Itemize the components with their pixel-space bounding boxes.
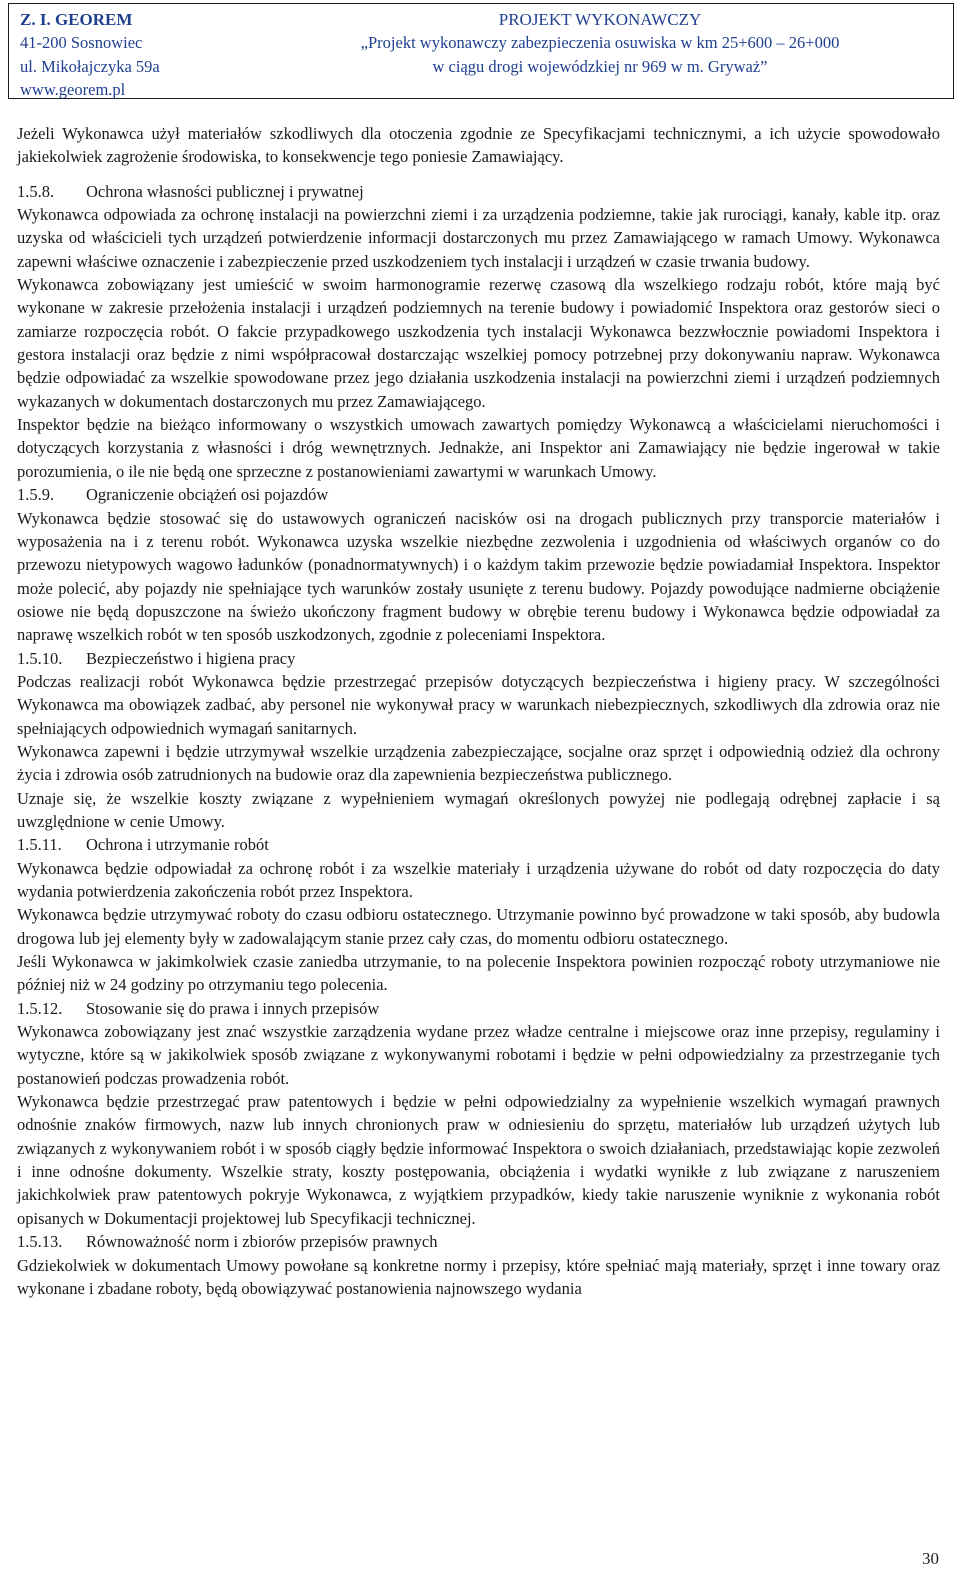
- section-number: 1.5.11.: [17, 835, 62, 855]
- paragraph: Gdziekolwiek w dokumentach Umowy powołane są konkretne normy i przepisy, które spełniać mają materiały, sprzęt i inne towary oraz wykonane i zbadane roboty, będą obowiązywać postanowienia najnowszego wydania: [17, 1255, 940, 1298]
- section-heading-1-5-12: [17, 997, 940, 1020]
- paragraph: Podczas realizacji robót Wykonawca będzie przestrzegać przepisów dotyczących bezpieczeństwa i higieny pracy. W szczególności Wykonawca ma obowiązek zadbać, aby personel nie wykonywał pracy w warunkach niebezpiecznych, szkodliwych dla zdrowia oraz nie spełniających odpowiednich wymagań sanitarnych.: [17, 671, 940, 738]
- section-number: 1.5.12.: [17, 998, 63, 1018]
- paragraph: Jeśli Wykonawca w jakimkolwiek czasie zaniedba utrzymanie, to na polecenie Inspektora powinien rozpocząć roboty utrzymaniowe nie później niż w 24 godziny po otrzymaniu tego polecenia.: [17, 952, 940, 995]
- section-title: Bezpieczeństwo i higiena pracy: [86, 648, 296, 668]
- paragraph: Wykonawca będzie stosować się do ustawowych ograniczeń nacisków osi na drogach publicznych przy transporcie materiałów i wyposażenia na i z terenu robót. Wykonawca uzyska wszelkie niezbędne zezwolenia i uzgodnienia od właściwych organów co do przewozu nietypowych wagowo ładunków (ponadnormatywnych) i o każdym takim przewozie będzie powiadamiał Inspektora. Inspektor może polecić, aby pojazdy nie spełniające tych warunków zostały usunięte z terenu budowy. Pojazdy powodujące nadmierne obciążenie osiowe nie będą dopuszczone na świeżo ukończony fragment budowy w obrębie terenu budowy i Wykonawca będzie odpowiadał za naprawę wszelkich robót w ten sposób uszkodzonych, zgodnie z poleceniami Inspektora.: [17, 508, 940, 645]
- paragraph: Wykonawca zapewni i będzie utrzymywał wszelkie urządzenia zabezpieczające, socjalne oraz sprzęt i odpowiednią odzież dla ochrony życia i zdrowia osób zatrudnionych na budowie oraz dla zapewnienia bezpieczeństwa publicznego.: [17, 741, 940, 785]
- company-block: [20, 8, 160, 102]
- section-number: 1.5.8.: [17, 181, 55, 201]
- section-title: Ochrona własności publicznej i prywatnej: [86, 181, 364, 201]
- company-address-city: 41-200 Sosnowiec: [20, 33, 143, 53]
- section-heading-1-5-8: [17, 180, 940, 203]
- section-number: 1.5.9.: [17, 485, 55, 505]
- paragraph: Wykonawca będzie utrzymywać roboty do czasu odbioru ostatecznego. Utrzymanie powinno być prowadzone w taki sposób, aby budowla drogowa lub jej elementy były w zadowalającym stanie przez cały czas, do momentu odbioru ostatecznego.: [17, 905, 940, 948]
- section-number: 1.5.13.: [17, 1232, 63, 1252]
- paragraph: Wykonawca będzie odpowiadał za ochronę robót i za wszelkie materiały i urządzenia używane do robót od daty rozpoczęcia do daty wydania potwierdzenia zakończenia robót przez Inspektora.: [17, 858, 940, 901]
- section-title: Równoważność norm i zbiorów przepisów prawnych: [86, 1232, 438, 1252]
- company-website: www.georem.pl: [20, 80, 126, 100]
- page-header: [8, 3, 954, 99]
- paragraph: Uznaje się, że wszelkie koszty związane z wypełnieniem wymagań określonych powyżej nie podlegają odrębnej zapłacie i są uwzględnione w cenie Umowy.: [17, 788, 940, 831]
- paragraph: Wykonawca będzie przestrzegać praw patentowych i będzie w pełni odpowiedzialny za wypełnienie wszelkich wymagań prawnych odnośnie znaków firmowych, nazw lub innych chronionych praw w odniesieniu do sprzętu, materiałów lub urządzeń użytych lub związanych z wykonywaniem robót i w sposób ciągły będzie informować Inspektora o swoich działaniach, przedstawiając kopie zezwoleń i inne odnośne dokumenty. Wszelkie straty, koszty postępowania, obciążenia i wydatki wynikłe z lub związane z naruszeniem jakichkolwiek praw patentowych pokryje Wykonawca, z wyjątkiem przypadków, kiedy takie naruszenie wyniknie z wykonania robót opisanych w Dokumentacji projektowej lub Specyfikacji technicznej.: [17, 1092, 940, 1228]
- section-heading-1-5-10: [17, 647, 940, 670]
- company-name: Z. I. GEOREM: [20, 10, 133, 29]
- project-title-line2: w ciągu drogi wojewódzkiej nr 969 w m. Gryważ”: [432, 56, 768, 76]
- section-heading-1-5-11: [17, 833, 940, 856]
- paragraph: Wykonawca odpowiada za ochronę instalacji na powierzchni ziemi i za urządzenia podziemne, takie jak rurociągi, kanały, kable itp. oraz uzyska od właścicieli tych urządzeń potwierdzenie informacji dostarczonych mu przez Zamawiającego w ramach Umowy. Wykonawca zapewni właściwe oznaczenie i zabezpieczenie przed uszkodzeniem tych instalacji i urządzeń w czasie trwania budowy.: [17, 205, 940, 271]
- paragraph: Wykonawca zobowiązany jest znać wszystkie zarządzenia wydane przez władze centralne i miejscowe oraz inne przepisy, regulaminy i wytyczne, które są w jakikolwiek sposób związane z wykonywanymi robotami i będzie w pełni odpowiedzialny za przestrzeganie tych postanowień podczas prowadzenia robót.: [17, 1022, 940, 1088]
- company-address-street: ul. Mikołajczyka 59a: [20, 56, 160, 76]
- project-title-line1: „Projekt wykonawczy zabezpieczenia osuwiska w km 25+600 – 26+000: [360, 33, 840, 53]
- section-title: Ograniczenie obciążeń osi pojazdów: [86, 485, 329, 505]
- section-title: Stosowanie się do prawa i innych przepisów: [86, 998, 380, 1018]
- paragraph: Inspektor będzie na bieżąco informowany o wszystkich umowach zawartych pomiędzy Wykonawcą a właścicielami nieruchomości i dotyczących korzystania z własności i dróg wewnętrznych. Jednakże, ani Inspektor ani Zamawiający nie będzie ingerował w takie porozumienia, o ile nie będą one sprzeczne z postanowieniami zawartymi w warunkach Umowy.: [17, 415, 940, 481]
- document-body: [17, 122, 940, 1300]
- document-type: PROJEKT WYKONAWCZY: [498, 10, 702, 29]
- project-block: [256, 8, 944, 78]
- section-title: Ochrona i utrzymanie robót: [86, 835, 269, 855]
- section-number: 1.5.10.: [17, 648, 63, 668]
- page-number: 30: [922, 1549, 939, 1568]
- section-heading-1-5-9: [17, 483, 940, 506]
- paragraph: Wykonawca zobowiązany jest umieścić w swoim harmonogramie rezerwę czasową dla wszelkiego rodzaju robót, które mają być wykonane w zakresie przełożenia instalacji i urządzeń podziemnych na terenie budowy i powiadomić Inspektora oraz gestorów sieci o zamiarze rozpoczęcia robót. O fakcie przypadkowego uszkodzenia tych instalacji Wykonawca bezzwłocznie powiadomi Inspektora i gestora instalacji oraz będzie z nimi współpracował dostarczając wszelkiej pomocy potrzebnej przy dokonywaniu napraw. Wykonawca będzie odpowiadać za wszelkie spowodowane przez jego działania uszkodzenia instalacji na powierzchni ziemi i urządzeń podziemnych wykazanych w dokumentach dostarczonych mu przez Zamawiającego.: [17, 275, 940, 411]
- paragraph-intro: Jeżeli Wykonawca użył materiałów szkodliwych dla otoczenia zgodnie ze Specyfikacjami technicznymi, a ich użycie spowodowało jakiekolwiek zagrożenie środowiska, to konsekwencje tego poniesie Zamawiający.: [17, 124, 940, 167]
- section-heading-1-5-13: [17, 1230, 940, 1253]
